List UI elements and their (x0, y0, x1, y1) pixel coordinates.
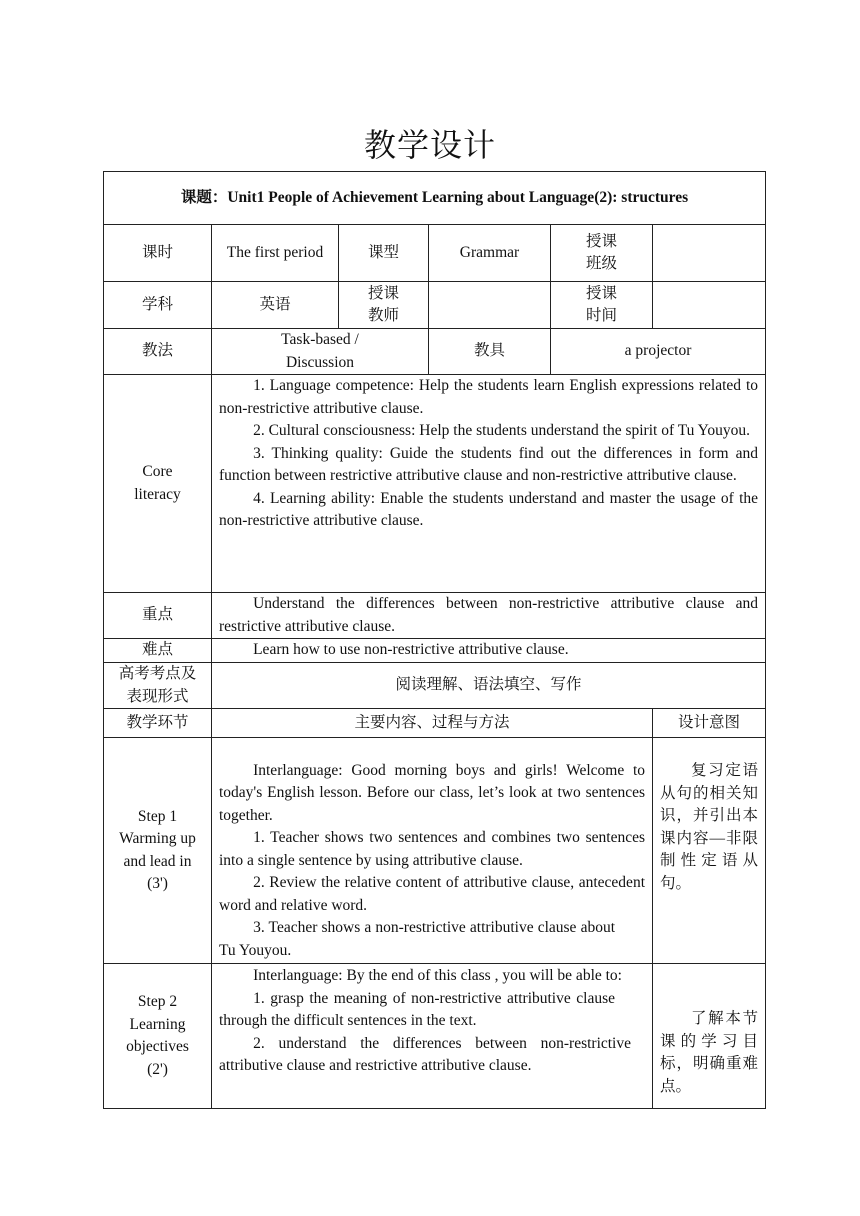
step-paragraph: Interlanguage: Good morning boys and girls! Welcome to today's English lesson. Before our class, let’s look at two sentences together. (219, 761, 645, 824)
core-item: 1. Language competence: Help the students learn English expressions related to non-restrictive attributive clause. (219, 377, 759, 417)
step-row (104, 738, 766, 964)
period-label: 课时 (104, 225, 212, 282)
step-label: Step 1 Warming up and lead in (3') (104, 738, 212, 964)
tools-label: 教具 (429, 329, 551, 375)
step-intent-text: 了解本节课的学习目标，明确重难点。 (660, 1010, 759, 1095)
step-paragraph: 3. Teacher shows a non-restrictive attributive clause about Tu Youyou. (219, 919, 615, 959)
lesson-type-label: 课型 (339, 225, 429, 282)
class-value (653, 225, 766, 282)
period-value: The first period (212, 225, 339, 282)
stage-header: 教学环节 (104, 709, 212, 738)
info-row-2 (104, 282, 766, 329)
key-point-text (212, 593, 766, 639)
header-row (104, 709, 766, 738)
info-row-3 (104, 329, 766, 375)
difficult-point-row (104, 639, 766, 663)
subject-label: 学科 (104, 282, 212, 329)
core-literacy-label: Core literacy (104, 375, 212, 593)
step-paragraph: Interlanguage: By the end of this class , you will be able to: (253, 967, 622, 984)
key-point-paragraph: Understand the differences between non-restrictive attributive clause and restrictive attributive clause. (219, 595, 759, 635)
lesson-plan-table (103, 171, 766, 1109)
topic-row (104, 172, 766, 225)
step-intent (653, 964, 766, 1109)
exam-label: 高考考点及 表现形式 (104, 663, 212, 709)
document-title: 教学设计 (363, 127, 496, 163)
intent-header: 设计意图 (653, 709, 766, 738)
step-paragraph: 1. Teacher shows two sentences and combines two sentences into a single sentence by using attributive clause. (219, 829, 645, 869)
tools-value: a projector (551, 329, 766, 375)
difficult-point-label: 难点 (104, 639, 212, 663)
topic-cell: 课题：Unit1 People of Achievement Learning about Language(2): structures (104, 172, 766, 225)
content-header: 主要内容、过程与方法 (212, 709, 653, 738)
subject-value: 英语 (212, 282, 339, 329)
core-item: 4. Learning ability: Enable the students understand and master the usage of the non-restrictive attributive clause. (219, 489, 759, 529)
method-value: Task-based / Discussion (212, 329, 429, 375)
method-label: 教法 (104, 329, 212, 375)
lesson-type-value: Grammar (429, 225, 551, 282)
core-item: 3. Thinking quality: Guide the students find out the differences in form and function between restrictive attributive clause and non-restrictive attributive clause. (219, 444, 759, 484)
step-intent (653, 738, 766, 964)
step-paragraph: 2. understand the differences between non-restrictive attributive clause and restrictive attributive clause. (219, 1034, 631, 1074)
step-paragraph: 1. grasp the meaning of non-restrictive attributive clause through the difficult sentences in the text. (219, 989, 615, 1029)
time-label: 授课 时间 (551, 282, 653, 329)
class-label: 授课 班级 (551, 225, 653, 282)
step-label: Step 2 Learning objectives (2') (104, 964, 212, 1109)
info-row-1 (104, 225, 766, 282)
step-intent-text: 复习定语从句的相关知识，并引出本课内容—非限制性定语从句。 (660, 762, 759, 892)
difficult-point-text (212, 639, 766, 663)
key-point-row (104, 593, 766, 639)
difficult-point-paragraph: Learn how to use non-restrictive attributive clause. (253, 641, 569, 659)
exam-text: 阅读理解、语法填空、写作 (212, 663, 766, 709)
exam-row (104, 663, 766, 709)
step-row (104, 964, 766, 1109)
step-paragraph: 2. Review the relative content of attributive clause, antecedent word and relative word. (219, 874, 645, 914)
key-point-label: 重点 (104, 593, 212, 639)
step-content (212, 964, 653, 1109)
core-literacy-content (212, 375, 766, 593)
step-content (212, 738, 653, 964)
teacher-value (429, 282, 551, 329)
time-value (653, 282, 766, 329)
core-literacy-row (104, 375, 766, 593)
teacher-label: 授课 教师 (339, 282, 429, 329)
core-item: 2. Cultural consciousness: Help the students understand the spirit of Tu Youyou. (253, 422, 750, 439)
